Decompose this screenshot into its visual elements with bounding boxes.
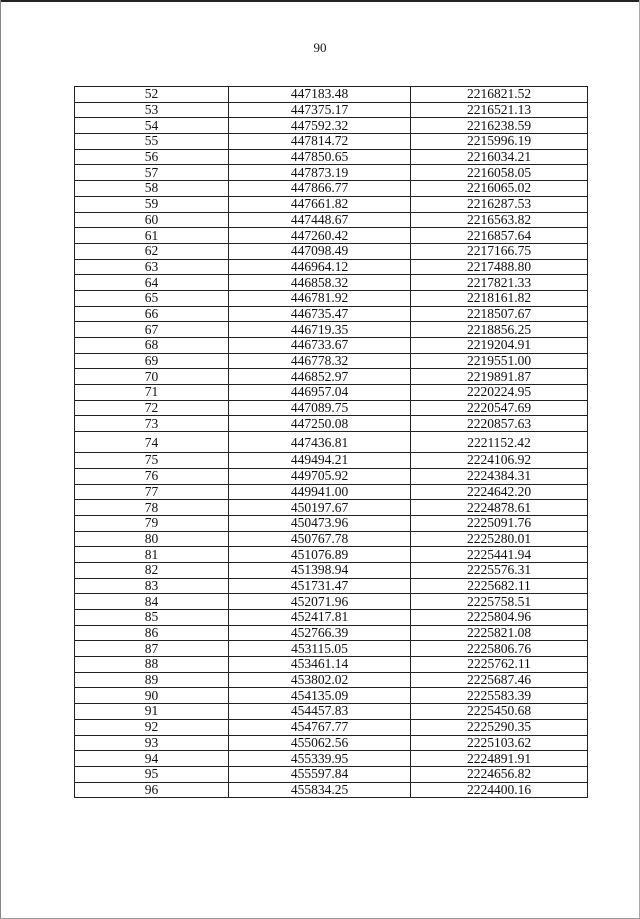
point-number-cell: 95	[75, 766, 229, 782]
x-coordinate-cell: 447436.81	[229, 432, 411, 453]
table-row	[75, 453, 588, 469]
table-row	[75, 416, 588, 432]
point-number-cell: 88	[75, 657, 229, 673]
x-coordinate-cell: 450767.78	[229, 531, 411, 547]
y-coordinate-cell: 2216238.59	[411, 118, 588, 134]
point-number-cell: 81	[75, 547, 229, 563]
y-coordinate-cell: 2224642.20	[411, 484, 588, 500]
y-coordinate-cell: 2224106.92	[411, 453, 588, 469]
coordinates-table-body	[75, 87, 588, 798]
y-coordinate-cell: 2216058.05	[411, 165, 588, 181]
table-row	[75, 149, 588, 165]
x-coordinate-cell: 451398.94	[229, 562, 411, 578]
y-coordinate-cell: 2220547.69	[411, 400, 588, 416]
y-coordinate-cell: 2224656.82	[411, 766, 588, 782]
x-coordinate-cell: 447866.77	[229, 181, 411, 197]
x-coordinate-cell: 453802.02	[229, 672, 411, 688]
table-row	[75, 385, 588, 401]
x-coordinate-cell: 447375.17	[229, 102, 411, 118]
y-coordinate-cell: 2225280.01	[411, 531, 588, 547]
x-coordinate-cell: 446719.35	[229, 322, 411, 338]
x-coordinate-cell: 452071.96	[229, 594, 411, 610]
table-row	[75, 353, 588, 369]
x-coordinate-cell: 446733.67	[229, 338, 411, 354]
y-coordinate-cell: 2224878.61	[411, 500, 588, 516]
y-coordinate-cell: 2216034.21	[411, 149, 588, 165]
x-coordinate-cell: 453461.14	[229, 657, 411, 673]
page-border-left	[0, 0, 1, 919]
point-number-cell: 90	[75, 688, 229, 704]
table-row	[75, 102, 588, 118]
table-row	[75, 87, 588, 103]
x-coordinate-cell: 449705.92	[229, 468, 411, 484]
table-row	[75, 369, 588, 385]
table-row	[75, 306, 588, 322]
table-row	[75, 432, 588, 453]
point-number-cell: 84	[75, 594, 229, 610]
y-coordinate-cell: 2216563.82	[411, 212, 588, 228]
point-number-cell: 74	[75, 432, 229, 453]
x-coordinate-cell: 455339.95	[229, 751, 411, 767]
page-number: 90	[313, 40, 327, 55]
y-coordinate-cell: 2218856.25	[411, 322, 588, 338]
y-coordinate-cell: 2215996.19	[411, 134, 588, 150]
x-coordinate-cell: 446781.92	[229, 290, 411, 306]
table-row	[75, 515, 588, 531]
x-coordinate-cell: 446957.04	[229, 385, 411, 401]
point-number-cell: 85	[75, 610, 229, 626]
point-number-cell: 76	[75, 468, 229, 484]
y-coordinate-cell: 2225441.94	[411, 547, 588, 563]
table-row	[75, 118, 588, 134]
point-number-cell: 78	[75, 500, 229, 516]
x-coordinate-cell: 446778.32	[229, 353, 411, 369]
table-row	[75, 688, 588, 704]
y-coordinate-cell: 2216821.52	[411, 87, 588, 103]
y-coordinate-cell: 2225687.46	[411, 672, 588, 688]
y-coordinate-cell: 2217821.33	[411, 275, 588, 291]
x-coordinate-cell: 451731.47	[229, 578, 411, 594]
point-number-cell: 73	[75, 416, 229, 432]
y-coordinate-cell: 2225450.68	[411, 704, 588, 720]
table-row	[75, 610, 588, 626]
x-coordinate-cell: 447661.82	[229, 196, 411, 212]
point-number-cell: 83	[75, 578, 229, 594]
point-number-cell: 66	[75, 306, 229, 322]
x-coordinate-cell: 447592.32	[229, 118, 411, 134]
point-number-cell: 91	[75, 704, 229, 720]
x-coordinate-cell: 450473.96	[229, 515, 411, 531]
y-coordinate-cell: 2219891.87	[411, 369, 588, 385]
table-row	[75, 672, 588, 688]
table-row	[75, 751, 588, 767]
table-row	[75, 641, 588, 657]
table-row	[75, 338, 588, 354]
y-coordinate-cell: 2217166.75	[411, 243, 588, 259]
y-coordinate-cell: 2225821.08	[411, 625, 588, 641]
point-number-cell: 68	[75, 338, 229, 354]
point-number-cell: 54	[75, 118, 229, 134]
table-row	[75, 243, 588, 259]
x-coordinate-cell: 447814.72	[229, 134, 411, 150]
table-row	[75, 594, 588, 610]
x-coordinate-cell: 454135.09	[229, 688, 411, 704]
point-number-cell: 82	[75, 562, 229, 578]
y-coordinate-cell: 2218161.82	[411, 290, 588, 306]
table-row	[75, 468, 588, 484]
point-number-cell: 64	[75, 275, 229, 291]
y-coordinate-cell: 2225091.76	[411, 515, 588, 531]
x-coordinate-cell: 447448.67	[229, 212, 411, 228]
point-number-cell: 93	[75, 735, 229, 751]
y-coordinate-cell: 2225806.76	[411, 641, 588, 657]
point-number-cell: 60	[75, 212, 229, 228]
y-coordinate-cell: 2219204.91	[411, 338, 588, 354]
point-number-cell: 62	[75, 243, 229, 259]
table-row	[75, 196, 588, 212]
y-coordinate-cell: 2216857.64	[411, 228, 588, 244]
x-coordinate-cell: 452417.81	[229, 610, 411, 626]
x-coordinate-cell: 449941.00	[229, 484, 411, 500]
table-row	[75, 290, 588, 306]
table-row	[75, 400, 588, 416]
y-coordinate-cell: 2221152.42	[411, 432, 588, 453]
table-row	[75, 181, 588, 197]
point-number-cell: 71	[75, 385, 229, 401]
table-row	[75, 578, 588, 594]
y-coordinate-cell: 2219551.00	[411, 353, 588, 369]
y-coordinate-cell: 2225290.35	[411, 719, 588, 735]
point-number-cell: 86	[75, 625, 229, 641]
x-coordinate-cell: 450197.67	[229, 500, 411, 516]
x-coordinate-cell: 455834.25	[229, 782, 411, 798]
y-coordinate-cell: 2216521.13	[411, 102, 588, 118]
table-row	[75, 547, 588, 563]
table-row	[75, 228, 588, 244]
y-coordinate-cell: 2225682.11	[411, 578, 588, 594]
table-row	[75, 782, 588, 798]
table-row	[75, 766, 588, 782]
table-row	[75, 165, 588, 181]
point-number-cell: 89	[75, 672, 229, 688]
x-coordinate-cell: 451076.89	[229, 547, 411, 563]
point-number-cell: 59	[75, 196, 229, 212]
point-number-cell: 65	[75, 290, 229, 306]
point-number-cell: 80	[75, 531, 229, 547]
table-row	[75, 484, 588, 500]
y-coordinate-cell: 2216065.02	[411, 181, 588, 197]
y-coordinate-cell: 2225576.31	[411, 562, 588, 578]
x-coordinate-cell: 447250.08	[229, 416, 411, 432]
point-number-cell: 87	[75, 641, 229, 657]
x-coordinate-cell: 446735.47	[229, 306, 411, 322]
x-coordinate-cell: 446858.32	[229, 275, 411, 291]
point-number-cell: 75	[75, 453, 229, 469]
point-number-cell: 67	[75, 322, 229, 338]
point-number-cell: 53	[75, 102, 229, 118]
table-row	[75, 134, 588, 150]
x-coordinate-cell: 447098.49	[229, 243, 411, 259]
y-coordinate-cell: 2220857.63	[411, 416, 588, 432]
y-coordinate-cell: 2224891.91	[411, 751, 588, 767]
table-row	[75, 657, 588, 673]
x-coordinate-cell: 455062.56	[229, 735, 411, 751]
x-coordinate-cell: 447183.48	[229, 87, 411, 103]
y-coordinate-cell: 2225758.51	[411, 594, 588, 610]
table-row	[75, 275, 588, 291]
x-coordinate-cell: 453115.05	[229, 641, 411, 657]
coordinates-table	[74, 86, 588, 798]
x-coordinate-cell: 446964.12	[229, 259, 411, 275]
table-row	[75, 531, 588, 547]
point-number-cell: 77	[75, 484, 229, 500]
table-row	[75, 719, 588, 735]
y-coordinate-cell: 2225804.96	[411, 610, 588, 626]
point-number-cell: 58	[75, 181, 229, 197]
point-number-cell: 72	[75, 400, 229, 416]
y-coordinate-cell: 2216287.53	[411, 196, 588, 212]
point-number-cell: 57	[75, 165, 229, 181]
x-coordinate-cell: 447873.19	[229, 165, 411, 181]
table-row	[75, 704, 588, 720]
point-number-cell: 55	[75, 134, 229, 150]
table-row	[75, 322, 588, 338]
table-row	[75, 259, 588, 275]
point-number-cell: 96	[75, 782, 229, 798]
x-coordinate-cell: 447089.75	[229, 400, 411, 416]
table-row	[75, 500, 588, 516]
point-number-cell: 92	[75, 719, 229, 735]
y-coordinate-cell: 2220224.95	[411, 385, 588, 401]
point-number-cell: 52	[75, 87, 229, 103]
y-coordinate-cell: 2224384.31	[411, 468, 588, 484]
table-row	[75, 735, 588, 751]
x-coordinate-cell: 452766.39	[229, 625, 411, 641]
y-coordinate-cell: 2217488.80	[411, 259, 588, 275]
point-number-cell: 63	[75, 259, 229, 275]
x-coordinate-cell: 454767.77	[229, 719, 411, 735]
table-row	[75, 562, 588, 578]
page-border-top	[0, 0, 640, 2]
point-number-cell: 79	[75, 515, 229, 531]
x-coordinate-cell: 447850.65	[229, 149, 411, 165]
point-number-cell: 70	[75, 369, 229, 385]
x-coordinate-cell: 455597.84	[229, 766, 411, 782]
x-coordinate-cell: 454457.83	[229, 704, 411, 720]
point-number-cell: 69	[75, 353, 229, 369]
y-coordinate-cell: 2224400.16	[411, 782, 588, 798]
point-number-cell: 61	[75, 228, 229, 244]
y-coordinate-cell: 2225762.11	[411, 657, 588, 673]
x-coordinate-cell: 447260.42	[229, 228, 411, 244]
point-number-cell: 94	[75, 751, 229, 767]
table-row	[75, 625, 588, 641]
y-coordinate-cell: 2225103.62	[411, 735, 588, 751]
point-number-cell: 56	[75, 149, 229, 165]
x-coordinate-cell: 449494.21	[229, 453, 411, 469]
y-coordinate-cell: 2218507.67	[411, 306, 588, 322]
table-row	[75, 212, 588, 228]
y-coordinate-cell: 2225583.39	[411, 688, 588, 704]
x-coordinate-cell: 446852.97	[229, 369, 411, 385]
